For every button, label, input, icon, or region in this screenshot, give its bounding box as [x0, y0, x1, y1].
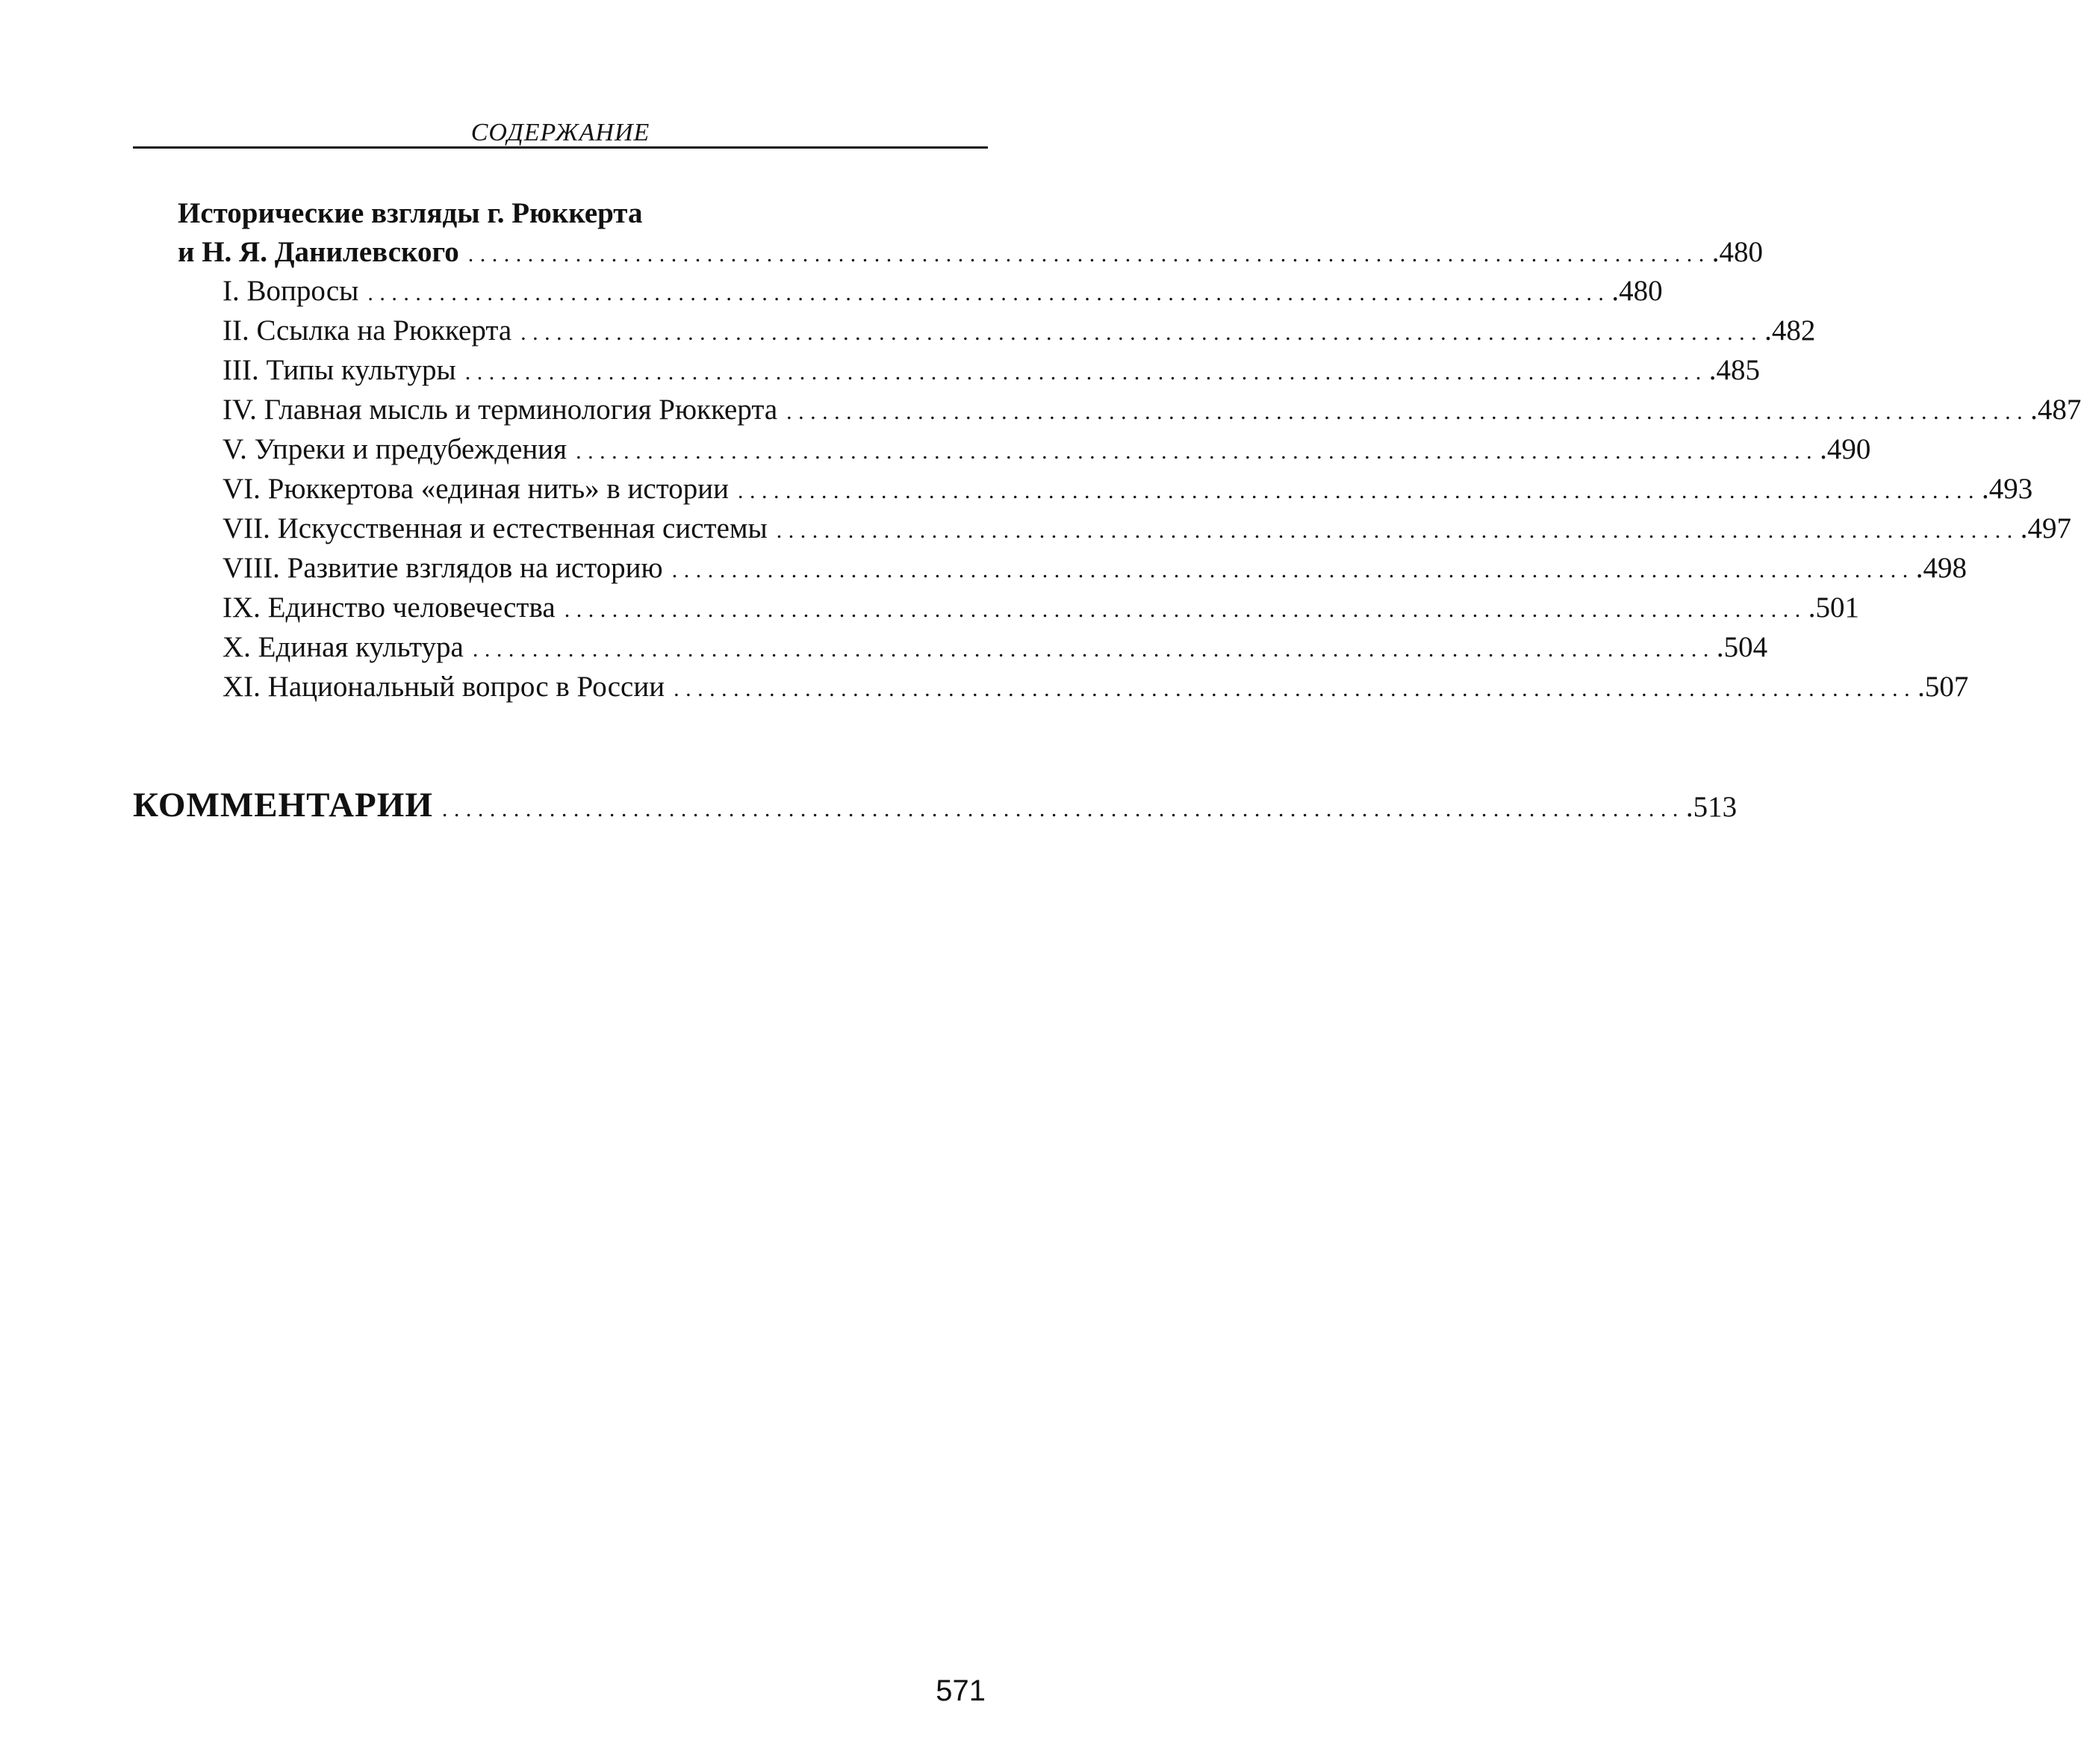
dot-leader: ........................................................................................................	[674, 677, 1917, 701]
dot-leader: ........................................................................................................	[564, 597, 1807, 622]
header-rule	[133, 146, 988, 149]
toc-entry-section	[178, 235, 1763, 273]
toc-entry	[223, 669, 1969, 707]
dot-leader: ........................................................................................................	[738, 479, 1981, 503]
toc-entry	[223, 353, 1760, 391]
page-number: .485	[1708, 354, 1760, 386]
page-number: .513	[1685, 791, 1738, 823]
page-number: .487	[2030, 394, 2081, 426]
dot-leader: ........................................................................................................	[441, 797, 1685, 822]
toc-entry-label: IX. Единство человечества	[223, 591, 556, 624]
page-number: .504	[1716, 631, 1768, 663]
toc-entry-label: VIII. Развитие взглядов на историю	[223, 552, 663, 584]
page-number: .480	[1611, 275, 1663, 307]
page-number: .480	[1711, 236, 1763, 268]
page-number: .497	[2020, 512, 2072, 544]
section-title-line-1: Исторические взгляды г. Рюккерта	[178, 197, 643, 229]
comments-heading: КОММЕНТАРИИ	[133, 786, 433, 824]
toc-entry-label: VI. Рюккертова «единая нить» в истории	[223, 473, 730, 505]
toc-entry	[223, 313, 1816, 351]
toc-entry	[223, 432, 1871, 470]
toc-entry	[223, 392, 2081, 430]
toc-entry	[223, 273, 1663, 311]
toc-entry	[223, 471, 2033, 509]
dot-leader: ........................................................................................................	[786, 400, 2029, 424]
dot-leader: ........................................................................................................	[576, 439, 1819, 464]
dot-leader: ........................................................................................................	[671, 558, 1914, 583]
section-title-line-2: и Н. Я. Данилевского	[178, 236, 459, 268]
toc-entry-comments	[133, 786, 1738, 827]
toc-entry	[223, 630, 1768, 668]
toc-entry	[223, 511, 2072, 549]
toc-entry-label: XI. Национальный вопрос в России	[223, 671, 665, 703]
dot-leader: ........................................................................................................	[520, 320, 1764, 345]
toc-entry-label: III. Типы культуры	[223, 354, 456, 386]
toc-entry-label: I. Вопросы	[223, 275, 359, 307]
dot-leader: ........................................................................................................	[472, 637, 1715, 662]
toc-entry-label: VII. Искусственная и естественная системы	[223, 512, 768, 544]
dot-leader: ........................................................................................................	[467, 242, 1711, 267]
page-number: .501	[1808, 591, 1859, 624]
toc-entry	[223, 550, 1967, 588]
page-number: .490	[1820, 433, 1871, 465]
toc-entry-label: X. Единая культура	[223, 631, 464, 663]
dot-leader: ........................................................................................................	[464, 360, 1708, 385]
page-number: .507	[1917, 671, 1969, 703]
page-number: .493	[1982, 473, 2033, 505]
folio-page-number: 571	[936, 1674, 986, 1707]
toc-entry-label: II. Ссылка на Рюккерта	[223, 314, 512, 347]
toc-entry	[223, 590, 1859, 628]
running-head: СОДЕРЖАНИЕ	[470, 119, 650, 146]
page-number: .498	[1915, 552, 1967, 584]
toc-entry-label: V. Упреки и предубеждения	[223, 433, 567, 465]
dot-leader: ........................................................................................................	[367, 281, 1611, 305]
page-number: .482	[1764, 314, 1816, 347]
dot-leader: ........................................................................................................	[776, 518, 2019, 543]
toc-entry-label: IV. Главная мысль и терминология Рюккерта	[223, 394, 778, 426]
